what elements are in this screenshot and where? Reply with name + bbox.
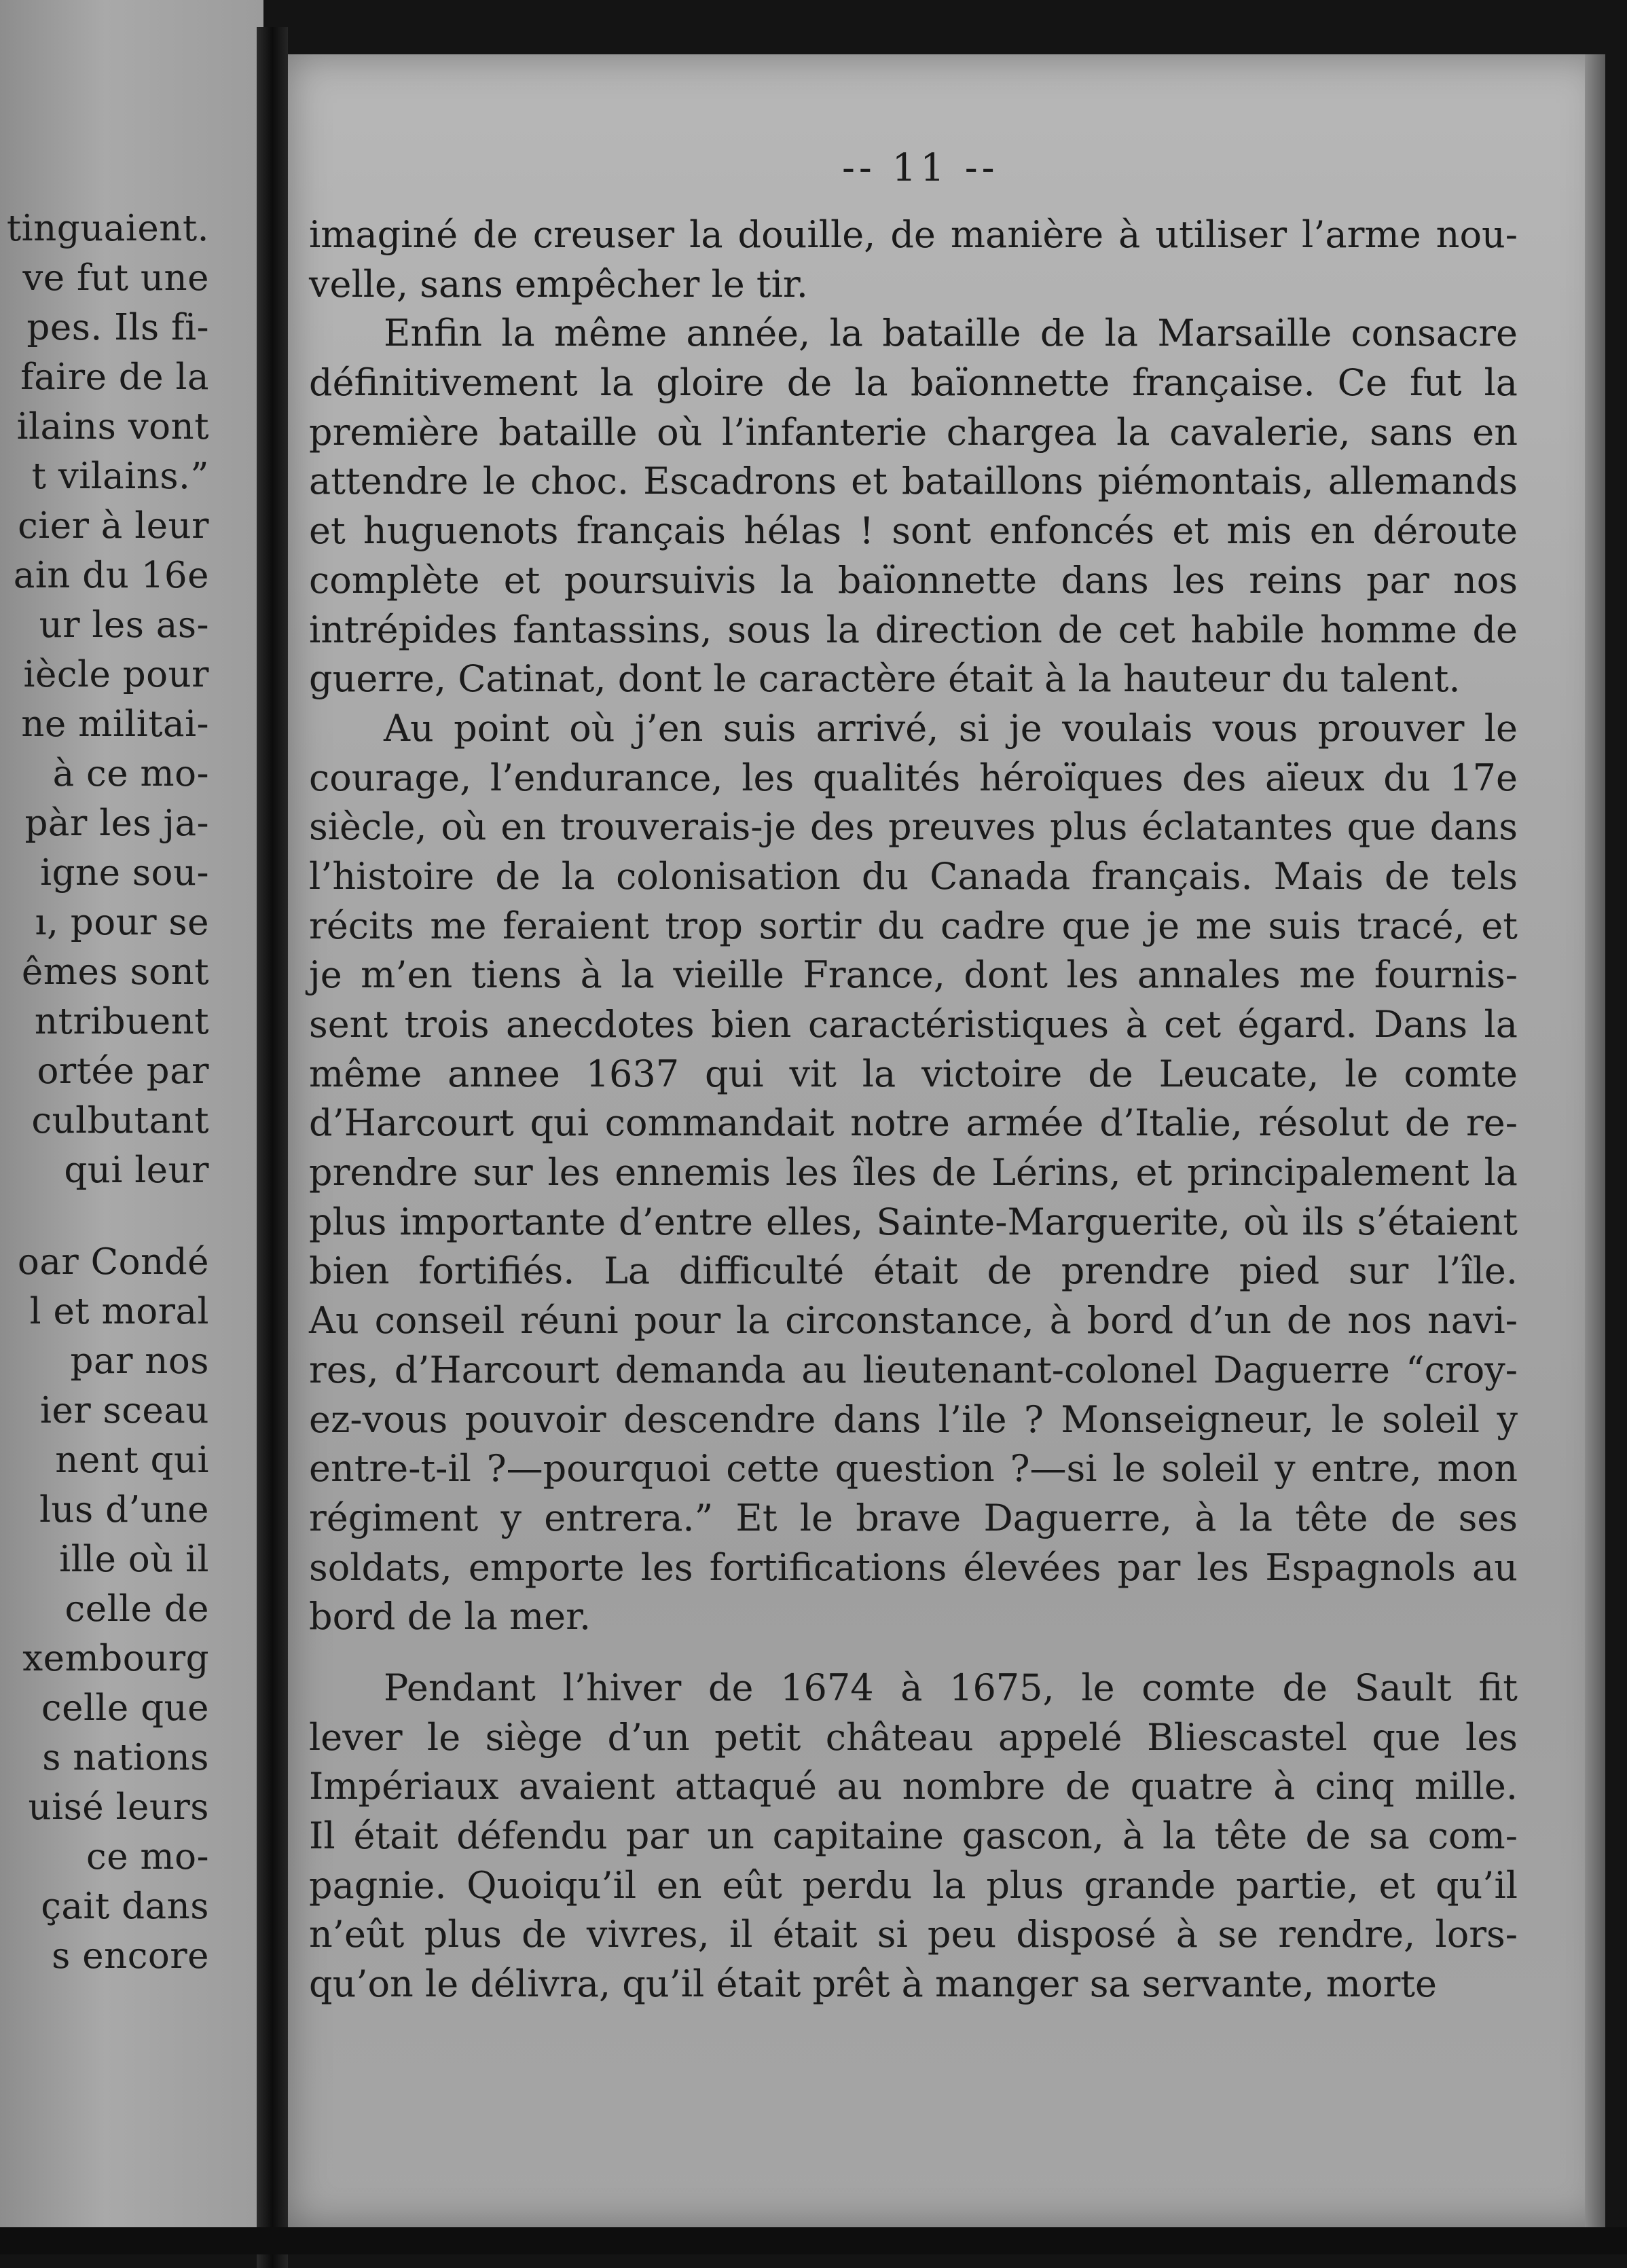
- text-line: d’Harcourt qui commandait notre armée d’Italie, résolut de re-: [309, 1101, 1518, 1145]
- left-page-line: pàr les ja-: [24, 803, 209, 844]
- paragraph: [309, 309, 1518, 704]
- text-line: velle, sans empêcher le tir.: [309, 262, 808, 306]
- text-line: bien fortifiés. La difficulté était de prendre pied sur l’île.: [309, 1249, 1518, 1293]
- left-page-line: celle que: [41, 1687, 209, 1729]
- left-page-line: culbutant: [31, 1100, 209, 1141]
- text-line: complète et poursuivis la baïonnette dans les reins par nos: [309, 558, 1518, 602]
- left-page-line: ne militai-: [21, 703, 209, 745]
- left-page-line: ı, pour se: [35, 902, 209, 943]
- text-line: Il était défendu par un capitaine gascon, à la tête de sa com-: [309, 1814, 1518, 1857]
- text-line: pagnie. Quoiqu’il en eût perdu la plus grande partie, et qu’il: [309, 1863, 1518, 1907]
- left-page-gap: [0, 1195, 209, 1237]
- left-page-line: xembourg: [22, 1638, 209, 1679]
- text-line: lever le siège d’un petit château appelé Bliescastel que les: [309, 1715, 1518, 1759]
- text-line: soldats, emporte les fortifications élevées par les Espagnols au: [309, 1545, 1518, 1589]
- left-page-line: lus d’une: [39, 1489, 209, 1531]
- left-page-text: [0, 204, 209, 1981]
- left-page-line: ilains vont: [16, 406, 209, 447]
- text-line: ez-vous pouvoir descendre dans l’ile ? Monseigneur, le soleil y: [309, 1397, 1518, 1441]
- text-line: Pendant l’hiver de 1674 à 1675, le comte de Sault fit: [384, 1666, 1518, 1709]
- text-line: imaginé de creuser la douille, de manière à utiliser l’arme nou-: [309, 213, 1518, 256]
- text-line: même annee 1637 qui vit la victoire de Leucate, le comte: [309, 1052, 1518, 1095]
- left-page-line: cier à leur: [18, 505, 209, 547]
- left-page-line: celle de: [65, 1588, 209, 1630]
- text-line: récits me feraient trop sortir du cadre que je me suis tracé, et: [309, 904, 1518, 947]
- paragraph: [309, 704, 1518, 1642]
- left-page-line: iècle pour: [23, 654, 209, 695]
- left-facing-page: [0, 0, 263, 2254]
- text-line: je m’en tiens à la vieille France, dont les annales me fournis-: [309, 953, 1518, 997]
- paragraph-gap: [309, 1642, 1518, 1664]
- left-page-line: êmes sont: [21, 951, 209, 993]
- left-page-line: t vilains.”: [31, 456, 209, 497]
- text-line: bord de la mer.: [309, 1595, 591, 1639]
- page-edge: [1585, 54, 1605, 2227]
- left-page-line: pes. Ils fi-: [26, 307, 209, 348]
- page-number: -- 11 --: [842, 146, 999, 190]
- left-page-line: ille où il: [59, 1539, 209, 1580]
- text-line: prendre sur les ennemis les îles de Lérins, et principalement la: [309, 1151, 1518, 1194]
- left-page-line: s encore: [52, 1935, 209, 1977]
- left-page-line: qui leur: [64, 1150, 209, 1191]
- text-line: intrépides fantassins, sous la direction de cet habile homme de: [309, 608, 1518, 651]
- left-page-line: uisé leurs: [28, 1787, 209, 1828]
- text-line: Au conseil réuni pour la circonstance, à bord d’un de nos navi-: [309, 1299, 1518, 1342]
- left-page-line: igne sou-: [40, 852, 209, 894]
- text-line: plus importante d’entre elles, Sainte-Marguerite, où ils s’étaient: [309, 1200, 1518, 1243]
- text-line: siècle, où en trouverais-je des preuves plus éclatantes que dans: [309, 805, 1518, 849]
- left-page-line: à ce mo-: [52, 753, 209, 794]
- text-line: sent trois anecdotes bien caractéristiques à cet égard. Dans la: [309, 1003, 1518, 1046]
- left-page-line: ier sceau: [40, 1390, 209, 1431]
- text-line: première bataille où l’infanterie chargea la cavalerie, sans en: [309, 410, 1518, 454]
- left-page-line: par nos: [70, 1340, 209, 1382]
- left-page-line: tinguaient.: [6, 208, 209, 249]
- text-line: Enfin la même année, la bataille de la Marsaille consacre: [384, 312, 1518, 355]
- left-page-line: faire de la: [20, 356, 209, 398]
- text-line: régiment y entrera.” Et le brave Daguerre, à la tête de ses: [309, 1496, 1518, 1539]
- text-line: courage, l’endurance, les qualités héroïques des aïeux du 17e: [309, 756, 1518, 799]
- text-line: qu’on le délivra, qu’il était prêt à manger sa servante, morte: [309, 1962, 1437, 2006]
- left-page-line: nent qui: [55, 1440, 209, 1481]
- left-page-line: ve fut une: [22, 257, 209, 299]
- left-page-line: çait dans: [41, 1886, 209, 1927]
- left-page-line: oar Condé: [17, 1241, 209, 1283]
- paragraph: [309, 211, 1518, 309]
- left-page-line: s nations: [42, 1737, 209, 1778]
- left-page-line: ce mo-: [86, 1836, 209, 1878]
- left-page-line: ur les as-: [39, 604, 209, 646]
- paragraph: [309, 1664, 1518, 2009]
- left-page-line: l et moral: [29, 1291, 209, 1332]
- left-page-line: ain du 16e: [13, 555, 209, 596]
- text-line: entre-t-il ?—pourquoi cette question ?—si le soleil y entre, mon: [309, 1447, 1518, 1490]
- text-line: définitivement la gloire de la baïonnette française. Ce fut la: [309, 361, 1518, 405]
- text-line: attendre le choc. Escadrons et bataillons piémontais, allemands: [309, 460, 1518, 503]
- body-text: [309, 211, 1518, 2009]
- text-line: et huguenots français hélas ! sont enfoncés et mis en déroute: [309, 509, 1518, 553]
- text-line: guerre, Catinat, dont le caractère était à la hauteur du talent.: [309, 657, 1461, 701]
- text-line: Au point où j’en suis arrivé, si je voulais vous prouver le: [384, 706, 1518, 750]
- left-page-line: ntribuent: [34, 1001, 209, 1042]
- book-gutter: [257, 27, 288, 2268]
- left-page-line: ortée par: [37, 1050, 209, 1092]
- text-line: Impériaux avaient attaqué au nombre de quatre à cinq mille.: [309, 1765, 1518, 1808]
- text-line: res, d’Harcourt demanda au lieutenant-colonel Daguerre “croy-: [309, 1348, 1518, 1391]
- text-line: l’histoire de la colonisation du Canada français. Mais de tels: [309, 854, 1518, 898]
- scan-border: [0, 2227, 1627, 2254]
- text-line: n’eût plus de vivres, il était si peu disposé à se rendre, lors-: [309, 1913, 1518, 1956]
